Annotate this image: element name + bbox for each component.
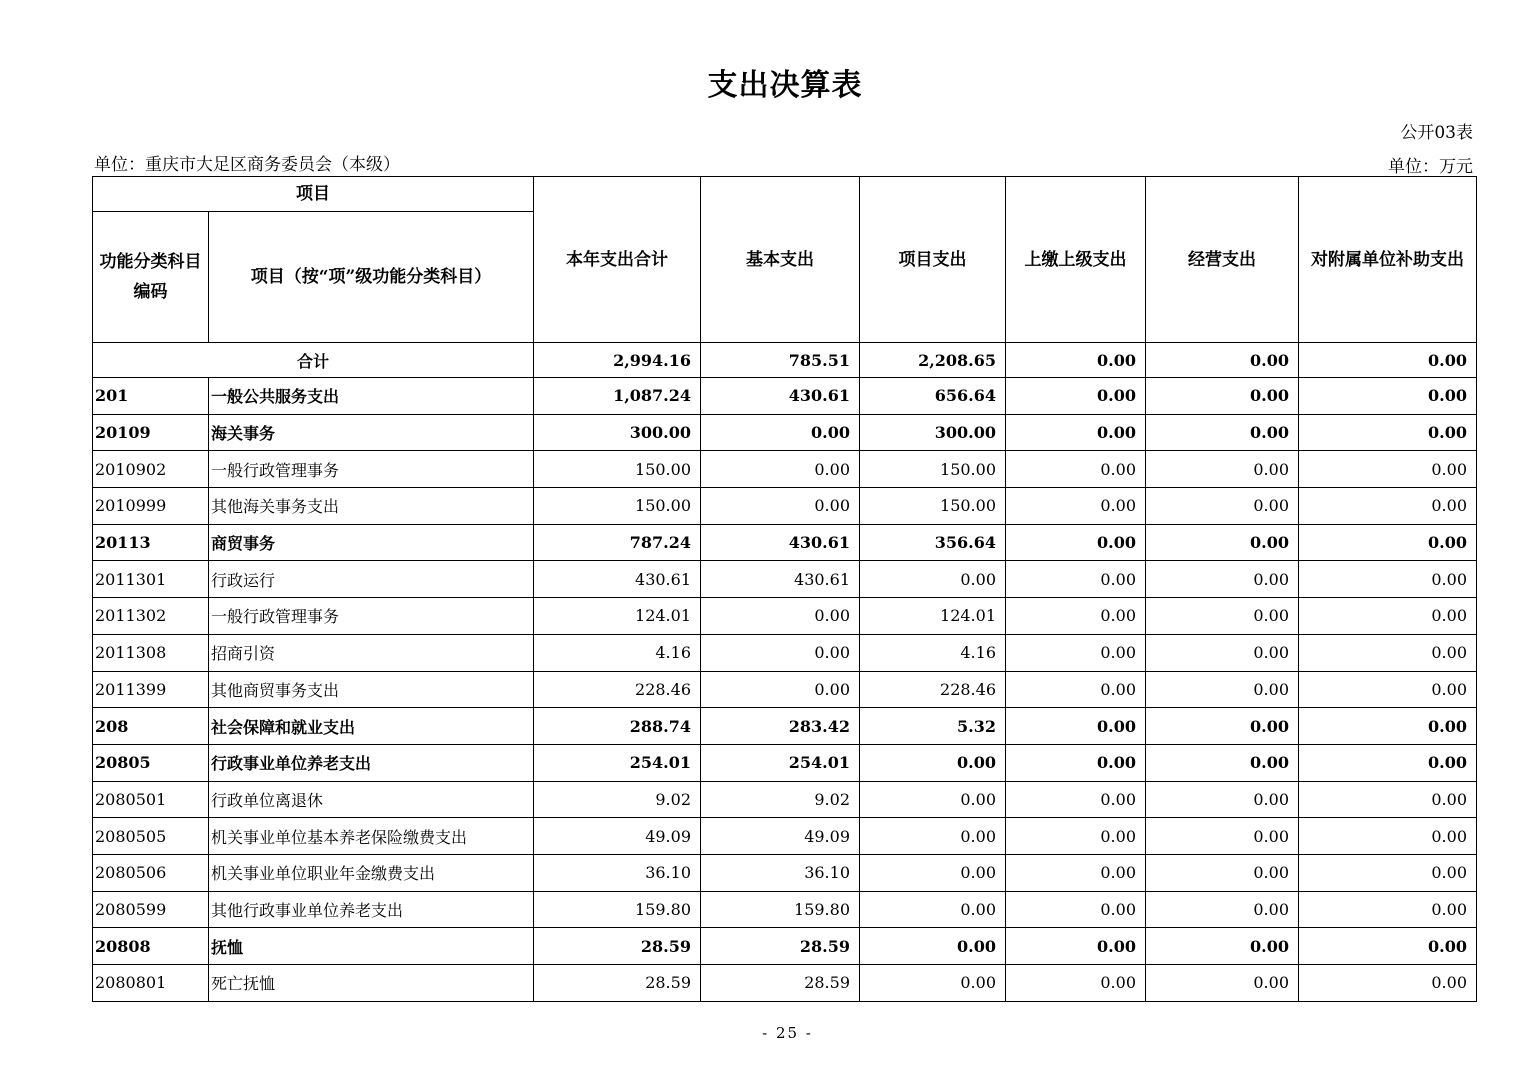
- table-row: [93, 378, 1477, 415]
- upper-cell: 0.00: [1006, 891, 1146, 928]
- business-cell: 0.00: [1146, 451, 1299, 488]
- upper-cell: 0.00: [1006, 451, 1146, 488]
- unit-organization: 单位：重庆市大足区商务委员会（本级）: [94, 155, 400, 175]
- total-basic: 785.51: [701, 343, 860, 378]
- name-cell: 一般行政管理事务: [209, 451, 534, 488]
- table-row: [93, 561, 1477, 598]
- table-row: [93, 965, 1477, 1002]
- basic-cell: 28.59: [701, 928, 860, 965]
- subsidy-cell: 0.00: [1299, 488, 1477, 525]
- table-row: [93, 854, 1477, 891]
- code-cell: 2010902: [93, 451, 209, 488]
- business-cell: 0.00: [1146, 781, 1299, 818]
- business-cell: 0.00: [1146, 891, 1299, 928]
- upper-cell: 0.00: [1006, 781, 1146, 818]
- table-row: [93, 488, 1477, 525]
- header-project: 项目支出: [860, 177, 1006, 343]
- basic-cell: 0.00: [701, 414, 860, 451]
- header-total: 本年支出合计: [534, 177, 701, 343]
- header-code: 功能分类科目编码: [93, 212, 209, 343]
- basic-cell: 254.01: [701, 744, 860, 781]
- table-row: [93, 524, 1477, 561]
- name-cell: 机关事业单位基本养老保险缴费支出: [209, 818, 534, 855]
- table-row: [93, 818, 1477, 855]
- basic-cell: 430.61: [701, 378, 860, 415]
- code-cell: 2011308: [93, 634, 209, 671]
- subsidy-cell: 0.00: [1299, 744, 1477, 781]
- subsidy-cell: 0.00: [1299, 671, 1477, 708]
- total-cell: 288.74: [534, 708, 701, 745]
- basic-cell: 0.00: [701, 634, 860, 671]
- code-cell: 208: [93, 708, 209, 745]
- total-cell: 1,087.24: [534, 378, 701, 415]
- basic-cell: 430.61: [701, 561, 860, 598]
- subsidy-cell: 0.00: [1299, 708, 1477, 745]
- total-cell: 28.59: [534, 965, 701, 1002]
- basic-cell: 28.59: [701, 965, 860, 1002]
- project-cell: 0.00: [860, 891, 1006, 928]
- business-cell: 0.00: [1146, 524, 1299, 561]
- code-cell: 2010999: [93, 488, 209, 525]
- code-cell: 2080501: [93, 781, 209, 818]
- code-cell: 2080599: [93, 891, 209, 928]
- subsidy-cell: 0.00: [1299, 818, 1477, 855]
- project-cell: 0.00: [860, 854, 1006, 891]
- business-cell: 0.00: [1146, 561, 1299, 598]
- table-row: [93, 671, 1477, 708]
- table-row: [93, 598, 1477, 635]
- subsidy-cell: 0.00: [1299, 451, 1477, 488]
- total-cell: 787.24: [534, 524, 701, 561]
- upper-cell: 0.00: [1006, 634, 1146, 671]
- basic-cell: 430.61: [701, 524, 860, 561]
- total-cell: 49.09: [534, 818, 701, 855]
- project-cell: 0.00: [860, 818, 1006, 855]
- code-cell: 2011399: [93, 671, 209, 708]
- table-row: [93, 708, 1477, 745]
- basic-cell: 0.00: [701, 488, 860, 525]
- total-cell: 150.00: [534, 451, 701, 488]
- project-cell: 0.00: [860, 928, 1006, 965]
- project-cell: 356.64: [860, 524, 1006, 561]
- basic-cell: 49.09: [701, 818, 860, 855]
- total-sum: 2,994.16: [534, 343, 701, 378]
- project-cell: 0.00: [860, 965, 1006, 1002]
- total-subsidy: 0.00: [1299, 343, 1477, 378]
- total-cell: 228.46: [534, 671, 701, 708]
- project-cell: 5.32: [860, 708, 1006, 745]
- business-cell: 0.00: [1146, 378, 1299, 415]
- total-cell: 254.01: [534, 744, 701, 781]
- project-cell: 150.00: [860, 488, 1006, 525]
- basic-cell: 283.42: [701, 708, 860, 745]
- project-cell: 656.64: [860, 378, 1006, 415]
- name-cell: 商贸事务: [209, 524, 534, 561]
- upper-cell: 0.00: [1006, 671, 1146, 708]
- project-cell: 228.46: [860, 671, 1006, 708]
- header-business: 经营支出: [1146, 177, 1299, 343]
- code-cell: 2011301: [93, 561, 209, 598]
- code-cell: 2080506: [93, 854, 209, 891]
- total-project: 2,208.65: [860, 343, 1006, 378]
- basic-cell: 0.00: [701, 671, 860, 708]
- business-cell: 0.00: [1146, 708, 1299, 745]
- total-cell: 159.80: [534, 891, 701, 928]
- project-cell: 0.00: [860, 561, 1006, 598]
- name-cell: 行政运行: [209, 561, 534, 598]
- name-cell: 机关事业单位职业年金缴费支出: [209, 854, 534, 891]
- business-cell: 0.00: [1146, 818, 1299, 855]
- total-cell: 4.16: [534, 634, 701, 671]
- subsidy-cell: 0.00: [1299, 598, 1477, 635]
- upper-cell: 0.00: [1006, 561, 1146, 598]
- subsidy-cell: 0.00: [1299, 781, 1477, 818]
- name-cell: 其他商贸事务支出: [209, 671, 534, 708]
- table-row: [93, 928, 1477, 965]
- table-row: [93, 891, 1477, 928]
- upper-cell: 0.00: [1006, 965, 1146, 1002]
- subsidy-cell: 0.00: [1299, 634, 1477, 671]
- code-cell: 2080505: [93, 818, 209, 855]
- business-cell: 0.00: [1146, 598, 1299, 635]
- name-cell: 行政事业单位养老支出: [209, 744, 534, 781]
- table-row: [93, 781, 1477, 818]
- name-cell: 抚恤: [209, 928, 534, 965]
- project-cell: 124.01: [860, 598, 1006, 635]
- name-cell: 行政单位离退休: [209, 781, 534, 818]
- code-cell: 20113: [93, 524, 209, 561]
- basic-cell: 0.00: [701, 451, 860, 488]
- project-cell: 4.16: [860, 634, 1006, 671]
- business-cell: 0.00: [1146, 671, 1299, 708]
- subsidy-cell: 0.00: [1299, 561, 1477, 598]
- total-cell: 28.59: [534, 928, 701, 965]
- header-subsidy: 对附属单位补助支出: [1299, 177, 1477, 343]
- code-cell: 2080801: [93, 965, 209, 1002]
- business-cell: 0.00: [1146, 414, 1299, 451]
- header-name: 项目（按“项”级功能分类科目）: [209, 212, 534, 343]
- upper-cell: 0.00: [1006, 414, 1146, 451]
- basic-cell: 159.80: [701, 891, 860, 928]
- form-number: 公开03表: [1400, 123, 1473, 143]
- code-cell: 201: [93, 378, 209, 415]
- name-cell: 一般行政管理事务: [209, 598, 534, 635]
- name-cell: 招商引资: [209, 634, 534, 671]
- page-number: - 25 -: [762, 1024, 813, 1042]
- code-cell: 20808: [93, 928, 209, 965]
- subsidy-cell: 0.00: [1299, 524, 1477, 561]
- upper-cell: 0.00: [1006, 818, 1146, 855]
- business-cell: 0.00: [1146, 744, 1299, 781]
- business-cell: 0.00: [1146, 965, 1299, 1002]
- code-cell: 20109: [93, 414, 209, 451]
- total-cell: 36.10: [534, 854, 701, 891]
- upper-cell: 0.00: [1006, 598, 1146, 635]
- table-row: [93, 634, 1477, 671]
- basic-cell: 0.00: [701, 598, 860, 635]
- total-label: 合计: [93, 343, 534, 378]
- total-cell: 124.01: [534, 598, 701, 635]
- upper-cell: 0.00: [1006, 708, 1146, 745]
- code-cell: 20805: [93, 744, 209, 781]
- upper-cell: 0.00: [1006, 928, 1146, 965]
- subsidy-cell: 0.00: [1299, 414, 1477, 451]
- total-cell: 430.61: [534, 561, 701, 598]
- upper-cell: 0.00: [1006, 378, 1146, 415]
- subsidy-cell: 0.00: [1299, 378, 1477, 415]
- subsidy-cell: 0.00: [1299, 928, 1477, 965]
- header-basic: 基本支出: [701, 177, 860, 343]
- name-cell: 社会保障和就业支出: [209, 708, 534, 745]
- business-cell: 0.00: [1146, 634, 1299, 671]
- business-cell: 0.00: [1146, 928, 1299, 965]
- business-cell: 0.00: [1146, 488, 1299, 525]
- subsidy-cell: 0.00: [1299, 965, 1477, 1002]
- upper-cell: 0.00: [1006, 854, 1146, 891]
- subsidy-cell: 0.00: [1299, 891, 1477, 928]
- project-cell: 150.00: [860, 451, 1006, 488]
- name-cell: 其他海关事务支出: [209, 488, 534, 525]
- table-row: [93, 414, 1477, 451]
- table-row: [93, 451, 1477, 488]
- name-cell: 一般公共服务支出: [209, 378, 534, 415]
- page-title: 支出决算表: [707, 68, 863, 103]
- table-row: [93, 744, 1477, 781]
- business-cell: 0.00: [1146, 854, 1299, 891]
- header-upper: 上缴上级支出: [1006, 177, 1146, 343]
- upper-cell: 0.00: [1006, 744, 1146, 781]
- project-cell: 0.00: [860, 744, 1006, 781]
- upper-cell: 0.00: [1006, 488, 1146, 525]
- total-cell: 150.00: [534, 488, 701, 525]
- header-item-group: 项目: [93, 177, 534, 212]
- total-business: 0.00: [1146, 343, 1299, 378]
- code-cell: 2011302: [93, 598, 209, 635]
- unit-currency: 单位：万元: [1388, 157, 1473, 177]
- subsidy-cell: 0.00: [1299, 854, 1477, 891]
- project-cell: 300.00: [860, 414, 1006, 451]
- basic-cell: 9.02: [701, 781, 860, 818]
- total-row: [93, 343, 1477, 378]
- total-cell: 300.00: [534, 414, 701, 451]
- total-upper: 0.00: [1006, 343, 1146, 378]
- project-cell: 0.00: [860, 781, 1006, 818]
- expenditure-table: [92, 176, 1477, 1002]
- upper-cell: 0.00: [1006, 524, 1146, 561]
- basic-cell: 36.10: [701, 854, 860, 891]
- name-cell: 其他行政事业单位养老支出: [209, 891, 534, 928]
- name-cell: 死亡抚恤: [209, 965, 534, 1002]
- total-cell: 9.02: [534, 781, 701, 818]
- name-cell: 海关事务: [209, 414, 534, 451]
